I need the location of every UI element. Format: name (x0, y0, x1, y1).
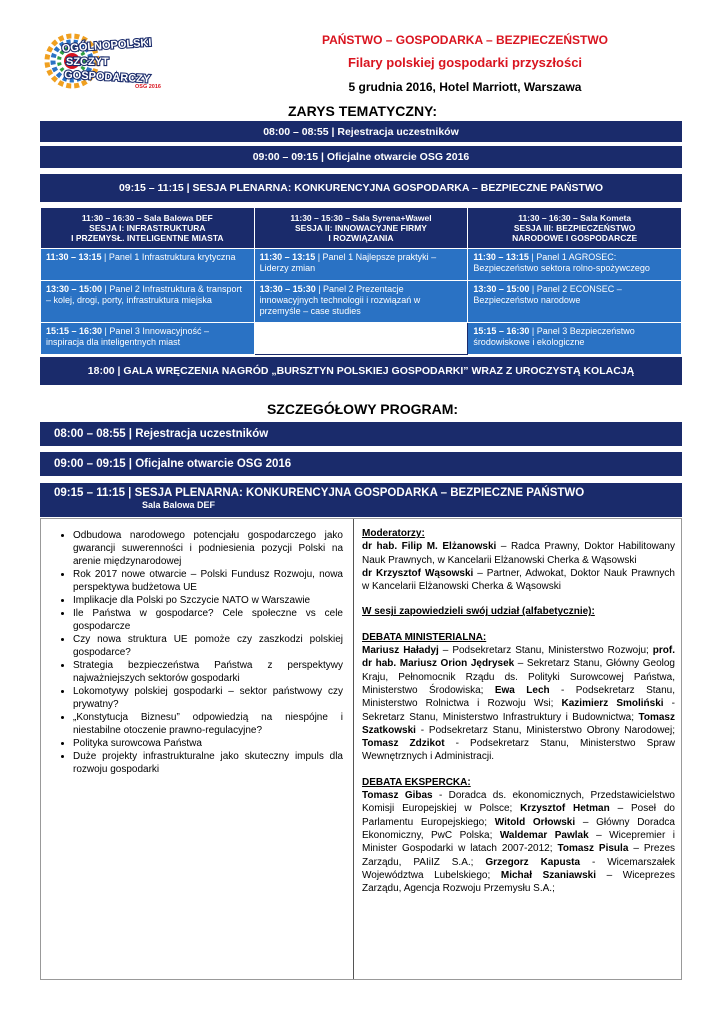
person-role: - Podsekretarz Stanu, Ministerstwo Spraw Wewnętrznych i Administracji. (362, 738, 675, 763)
moderator-name: dr Krzysztof Wąsowski (362, 567, 474, 579)
logo-text-2: SZCZYT (66, 56, 109, 68)
topics-list (51, 529, 343, 776)
panel-time: 15:15 – 16:30 (473, 326, 530, 336)
person-name: Tomasz Szatkowski (362, 711, 675, 736)
header-line-3: 5 grudnia 2016, Hotel Marriott, Warszawa (348, 80, 582, 94)
overview-bar-gala: 18:00 | GALA WRĘCZENIA NAGRÓD „BURSZTYN POLSKIEJ GOSPODARKI” WRAZ Z UROCZYSTĄ KOLACJĄ (40, 357, 682, 385)
person-role: – Prezes Zarządu, PAIiIZ S.A.; (362, 843, 675, 868)
speakers-column (362, 527, 675, 895)
panel-text: Panel 2 Infrastruktura & transport – kolej, drogi, porty, infrastruktura miejska (46, 284, 242, 305)
person-name: Mariusz Haładyj (362, 645, 439, 657)
session-3-header (468, 208, 682, 249)
person-name: Michał Szaniawski (500, 869, 596, 881)
panel-time: 11:30 – 13:15 (473, 252, 529, 262)
person-role: – Wiceprezes Zarządu, Agencja Rozwoju Przemysłu S.A.; (362, 869, 676, 895)
session-3-time: 11:30 – 16:30 – Sala Kometa (518, 213, 632, 223)
osg-logo (40, 28, 175, 98)
debate-expert-list (362, 789, 675, 895)
panel-text: Panel 1 Infrastruktura krytyczna (108, 252, 236, 262)
moderators-label: Moderatorzy: (362, 528, 425, 539)
panel-s2-empty (254, 323, 468, 355)
topic-item: • „Konstytucja Biznesu” odpowiedzią na niespójne i niestabilne otoczenie prawno-regulacyjne? (73, 711, 343, 737)
debate-ministerial-list (362, 644, 675, 764)
person-role: – Wicepremier i Minister Gospodarki w latach 2007-2012; (362, 829, 675, 855)
panel-s2-p1: 11:30 – 13:15 | Panel 1 Najlepsze praktyki – Liderzy zmian (254, 249, 468, 281)
panel-time: 13:30 – 15:00 (46, 284, 103, 294)
session-1-time: 11:30 – 16:30 – Sala Balowa DEF (81, 213, 213, 223)
debate-ministerial-label: DEBATA MINISTERIALNA: (362, 631, 487, 643)
panel-text: Panel 1 Najlepsze praktyki – Liderzy zmian (259, 252, 437, 273)
moderator-role: – Radca Prawny, Doktor Habilitowany Nauk Prawnych, w Kancelarii Elżanowski Cherka & Wąsowski (362, 541, 675, 566)
overview-bar-registration: 08:00 – 08:55 | Rejestracja uczestników (40, 121, 682, 142)
moderators-list (362, 540, 675, 593)
plenary-details (40, 518, 682, 980)
person-name: Ewa Lech (494, 684, 550, 696)
overview-bar-opening: 09:00 – 09:15 | Oficjalne otwarcie OSG 2016 (40, 146, 682, 168)
panel-text: Panel 3 Innowacyjność – inspiracja dla inteligentnych miast (46, 326, 209, 347)
header-line-2: Filary polskiej gospodarki przyszłości (347, 55, 583, 70)
moderator-role: – Partner, Adwokat, Doktor Nauk Prawnych w Kancelarii Elżanowski Cherka & Wąsowski (362, 567, 675, 593)
person-name: Krzysztof Hetman (520, 803, 610, 815)
person-name: Grzegorz Kapusta (485, 856, 581, 868)
panel-s3-p3: 15:15 – 16:30 | Panel 3 Bezpieczeństwo środowiskowe i ekologiczne (468, 323, 682, 355)
moderator-name: dr hab. Filip M. Elżanowski (362, 541, 497, 553)
person-role: - Doradca ds. ekonomicznych, Przedstawicielstwo Komisji Europejskiej w Polsce; (362, 790, 675, 815)
session-2-time: 11:30 – 15:30 – Sala Syrena+Wawel (290, 213, 432, 223)
panel-time: 13:30 – 15:30 (259, 284, 316, 294)
person-role: - Podsekretarz Stanu, Ministerstwo Rolnictwa i Rozwoju Wsi; (362, 684, 676, 710)
topic-item: • Implikacje dla Polski po Szczycie NATO w Warszawie (73, 594, 343, 607)
person-name: Kazimierz Smoliński (561, 698, 664, 710)
panel-text: Panel 2 ECONSEC – Bezpieczeństwo narodowe (473, 284, 622, 305)
person-name: Tomasz Gibas (362, 790, 433, 802)
session-3-subtitle: NARODOWE I GOSPODARCZE (512, 233, 638, 243)
overview-bar-plenary: 09:15 – 11:15 | SESJA PLENARNA: KONKURENCYJNA GOSPODARKA – BEZPIECZNE PAŃSTWO (40, 174, 682, 202)
panel-s2-p2: 13:30 – 15:30 | Panel 2 Prezentacje innowacyjnych technologii i rozwiązań w przemyśle – case studies (254, 281, 468, 323)
panel-text: Panel 2 Prezentacje innowacyjnych technologii i rozwiązań w przemyśle – case studies (259, 284, 421, 316)
header-line-1: PAŃSTWO – GOSPODARKA – BEZPIECZEŃSTWO (321, 33, 609, 47)
person-name: Waldemar Pawlak (499, 829, 589, 841)
detail-bar-opening: 09:00 – 09:15 | Oficjalne otwarcie OSG 2016 (40, 452, 682, 476)
person-role: - Wicemarszałek Województwa Lubelskiego; (362, 856, 675, 881)
panel-s3-p1: 11:30 – 13:15 | Panel 1 AGROSEC: Bezpieczeństwo sektora rolno-spożywczego (468, 249, 682, 281)
person-role: – Poseł do Parlamentu Europejskiego; (362, 803, 675, 828)
session-2-header (254, 208, 468, 249)
logo-text-4: OSG 2016 (135, 84, 161, 90)
person-role: – Sekretarz Stanu, Główny Geolog Kraju, Pełnomocnik Rządu ds. Polityki Surowcowej Państwa, Ministerstwo Środowiska; (362, 658, 675, 696)
panel-text: Panel 3 Bezpieczeństwo środowiskowe i ekologiczne (473, 326, 635, 347)
detail-bar-plenary (40, 483, 682, 517)
panel-time: 15:15 – 16:30 (46, 326, 103, 336)
session-1-header (41, 208, 255, 249)
topic-item: • Ile Państwa w gospodarce? Cele społeczne vs cele gospodarcze (73, 607, 343, 633)
column-divider (353, 519, 354, 979)
topic-item: • Polityka surowcowa Państwa (73, 737, 343, 750)
session-1-subtitle: I PRZEMYSŁ. INTELIGENTNE MIASTA (71, 233, 224, 243)
topic-item: • Lokomotywy polskiej gospodarki – sektor państwowy czy prywatny? (73, 685, 343, 711)
topic-item: • Strategia bezpieczeństwa Państwa z perspektywy najważniejszych sektorów gospodarki (73, 659, 343, 685)
person-role: - Sekretarz Stanu, Ministerstwo Infrastruktury i Budownictwa; (362, 698, 676, 723)
sessions-grid (40, 207, 682, 355)
detail-bar-registration: 08:00 – 08:55 | Rejestracja uczestników (40, 422, 682, 446)
person-role: – Główny Doradca Ekonomiczny, PwC Polska; (362, 816, 675, 841)
panel-s1-p3: 15:15 – 16:30 | Panel 3 Innowacyjność – inspiracja dla inteligentnych miast (41, 323, 255, 355)
topic-item: • Rok 2017 nowe otwarcie – Polski Fundusz Rozwoju, nowa perspektywa budżetowa UE (73, 568, 343, 594)
panel-s1-p1: 11:30 – 13:15 | Panel 1 Infrastruktura krytyczna (41, 249, 255, 281)
topic-item: • Czy nowa struktura UE pomoże czy zaszkodzi polskiej gospodarce? (73, 633, 343, 659)
topics-column (51, 529, 343, 776)
panel-time: 13:30 – 15:00 (473, 284, 530, 294)
logo-text-1: OGÓLNOPOLSKI (61, 36, 152, 55)
person-role: - Podsekretarz Stanu, Ministerstwo Obrony Narodowej; (415, 724, 675, 736)
topic-item: • Duże projekty infrastrukturalne jako skuteczny impuls dla rozwoju gospodarki (73, 750, 343, 776)
person-name: Tomasz Pisula (557, 843, 629, 855)
debate-expert-label: DEBATA EKSPERCKA: (362, 776, 471, 788)
panel-time: 11:30 – 13:15 (259, 252, 316, 262)
person-name: Witold Orłowski (494, 816, 576, 828)
session-1-title: SESJA I: INFRASTRUKTURA (89, 223, 206, 233)
logo-text-3: GOSPODARCZY (63, 69, 151, 86)
plenary-title: 09:15 – 11:15 | SESJA PLENARNA: KONKURENCYJNA GOSPODARKA – BEZPIECZNE PAŃSTWO (54, 487, 585, 499)
panel-s1-p2: 13:30 – 15:00 | Panel 2 Infrastruktura & transport – kolej, drogi, porty, infrastruktura miejska (41, 281, 255, 323)
person-name: prof. dr hab. Mariusz Orion Jędrysek (362, 645, 675, 670)
detail-title: SZCZEGÓŁOWY PROGRAM: (266, 401, 459, 417)
topic-item: • Odbudowa narodowego potencjału gospodarczego jako gwarancji suwerenności i podniesienia pozycji Polski na arenie międzynarodowej (73, 529, 343, 568)
panel-time: 11:30 – 13:15 (46, 252, 102, 262)
announced-label: W sesji zapowiedzieli swój udział (alfabetycznie): (362, 606, 595, 618)
panel-text: Panel 1 AGROSEC: Bezpieczeństwo sektora rolno-spożywczego (473, 252, 650, 273)
session-3-title: SESJA III: BEZPIECZEŃSTWO (513, 223, 636, 233)
person-role: – Podsekretarz Stanu, Ministerstwo Rozwoju; (438, 645, 653, 657)
panel-s3-p2: 13:30 – 15:00 | Panel 2 ECONSEC – Bezpieczeństwo narodowe (468, 281, 682, 323)
plenary-room: Sala Balowa DEF (142, 500, 216, 510)
person-name: Tomasz Zdzikot (362, 738, 445, 750)
session-2-subtitle: I ROZWIĄZANIA (328, 233, 394, 243)
overview-title: ZARYS TEMATYCZNY: (287, 103, 438, 119)
session-2-title: SESJA II: INNOWACYJNE FIRMY (295, 223, 427, 233)
